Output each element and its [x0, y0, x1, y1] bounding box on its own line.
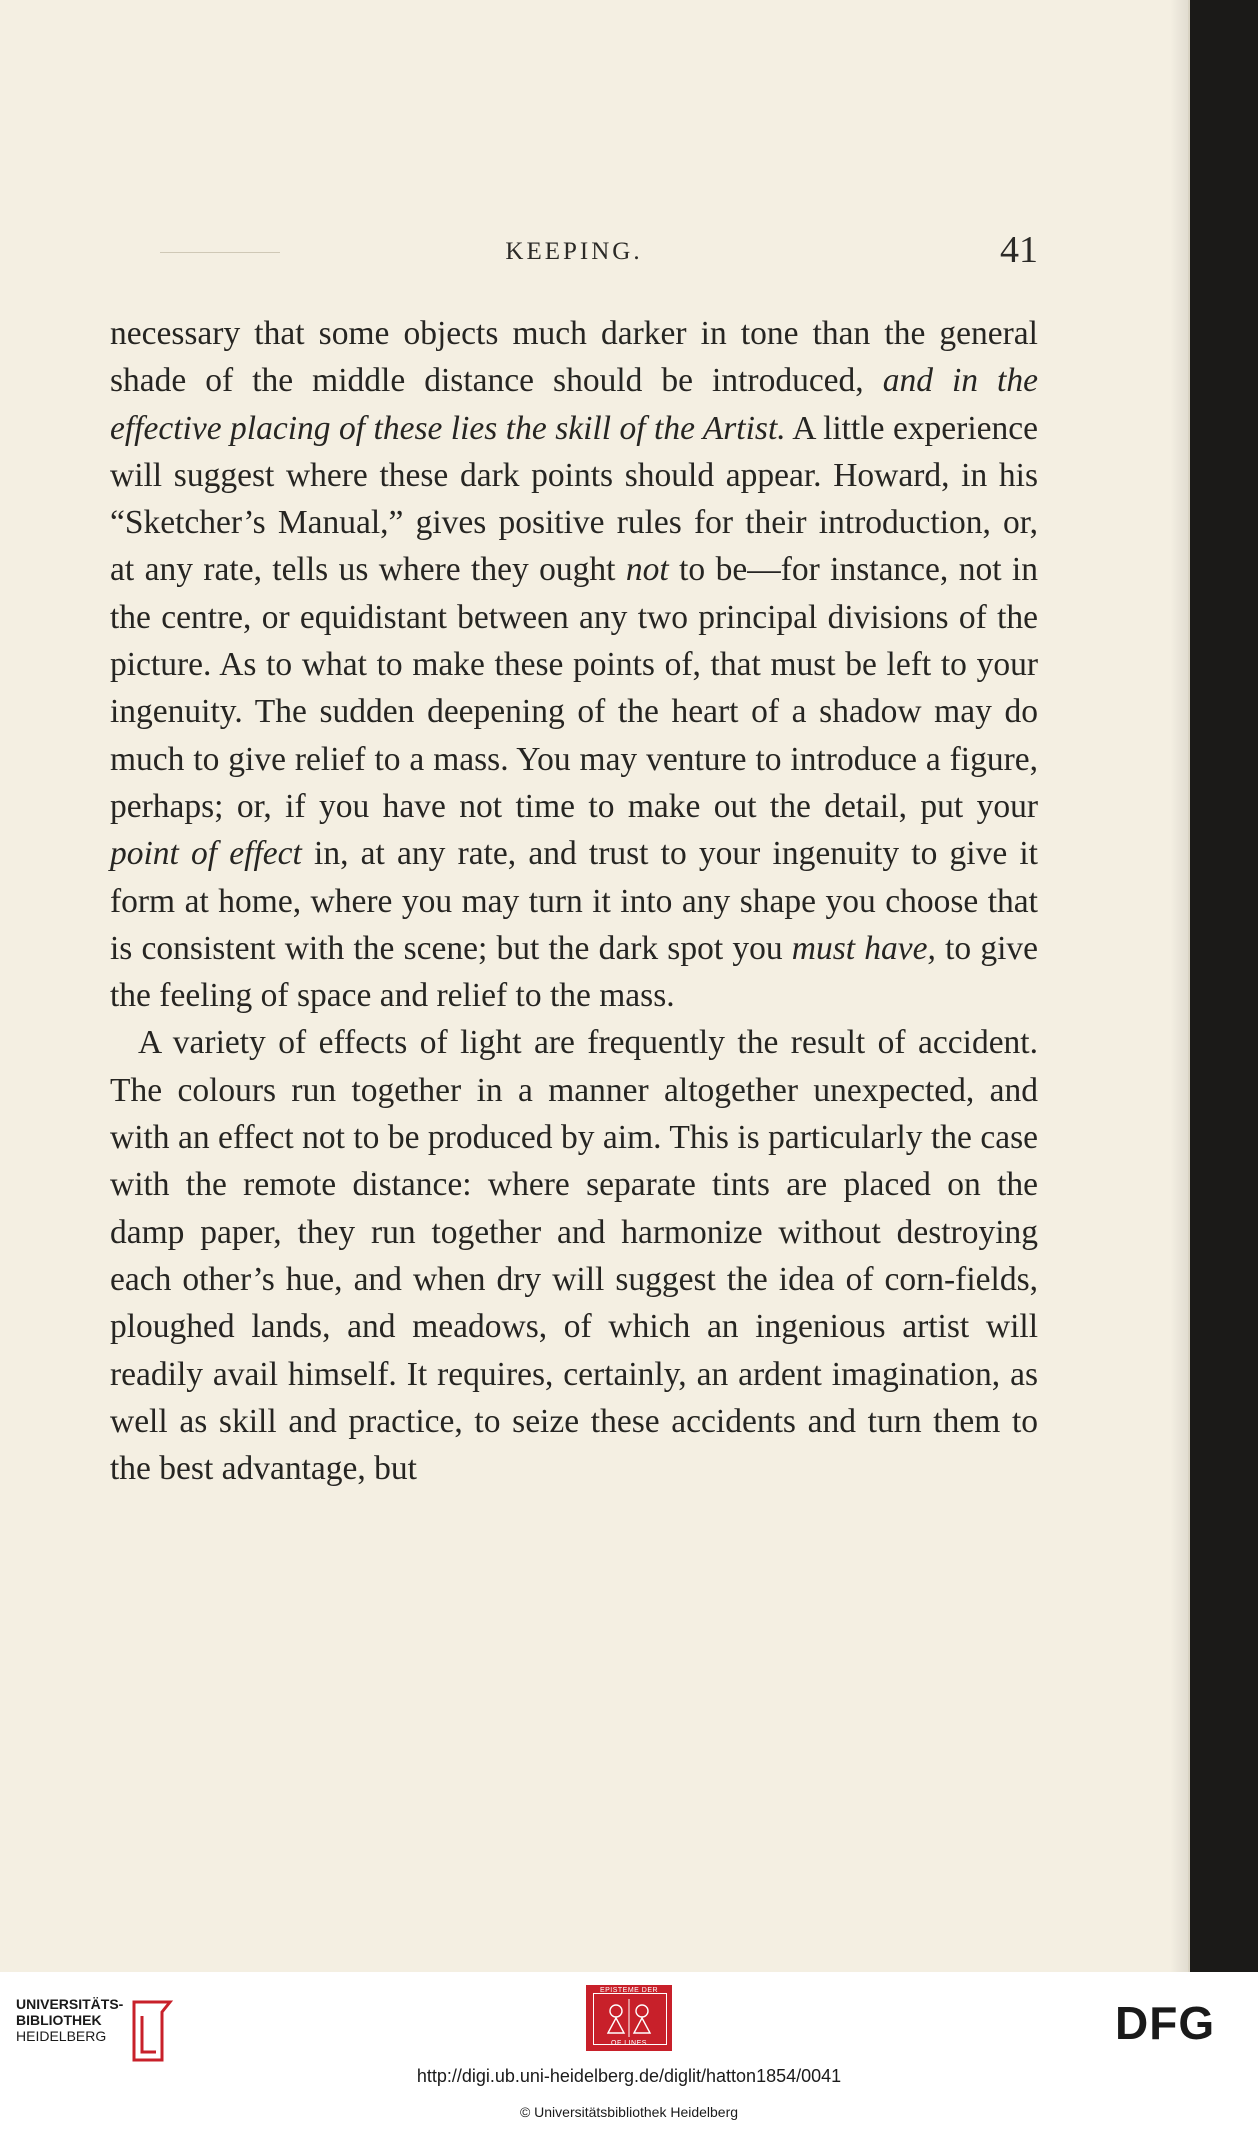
library-name-line: HEIDELBERG [16, 2028, 107, 2044]
paragraph-1 [110, 310, 1038, 1019]
copyright-notice: © Universitätsbibliothek Heidelberg [519, 2104, 739, 2120]
digital-collection-emblem[interactable] [586, 1985, 672, 2051]
italic-run: and in the effective placing of these lies the skill of the Artist. [110, 362, 1038, 447]
text-run: in, at any rate, and trust to your ingenuity to give it form at home, where you may turn it into any shape you choose that is consistent with the scene; but the dark spot you [110, 835, 1038, 967]
page-number: 41 [1000, 229, 1038, 271]
emblem-caption-bottom: OF LINES [611, 2040, 647, 2047]
text-run: to be—for instance, not in the centre, or equidistant between any two principal divisions of the picture. As to what to make these points of, that must be left to your ingenuity. The sudden deepening of the heart of a shadow may do much to give relief to a mass. You may venture to introduce a figure, perhaps; or, if you have not time to make out the detail, put your [110, 551, 1038, 825]
emblem-caption-top: EPISTEME DER [599, 1987, 659, 1994]
library-logo[interactable] [16, 1996, 176, 2066]
text-run: A little experience will suggest where these dark points should appear. Howard, in his “Sketcher’s Manual,” gives positive rules for their introduction, or, at any rate, tells us where they ought [110, 409, 1038, 589]
italic-run: must have, [791, 929, 936, 967]
italic-run: not [625, 551, 669, 589]
head-rule [160, 252, 280, 253]
paragraph-2: A variety of effects of light are frequently the result of accident. The colours run together in a manner altogether unexpected, and with an effect not to be produced by aim. This is particularly the case with the remote distance: where separate tints are placed on the damp paper, they run together and harmonize without destroying each other’s hue, and when dry will suggest the idea of corn-fields, ploughed lands, and meadows, of which an ingenious artist will readily avail himself. It requires, certainly, an ardent imagination, as well as skill and practice, to seize these accidents and turn them to the best advantage, but [110, 1024, 1038, 1488]
body-text [110, 310, 1038, 1492]
text-run: to give the feeling of space and relief to the mass. [110, 929, 1038, 1015]
dfg-logo[interactable]: DFG [1115, 1997, 1216, 2049]
library-mark-icon [126, 1996, 176, 2066]
library-name [16, 1996, 123, 2044]
library-name-line: BIBLIOTHEK [16, 2012, 102, 2028]
running-head [110, 222, 1038, 272]
library-name-line: UNIVERSITÄTS- [16, 1996, 124, 2012]
running-title: KEEPING. [505, 238, 643, 265]
permalink-url[interactable]: http://digi.ub.uni-heidelberg.de/diglit/hatton1854/0041 [416, 2066, 842, 2086]
text-run: necessary that some objects much darker in tone than the general shade of the middle distance should be introduced, [110, 315, 1038, 400]
italic-run: point of effect [110, 835, 302, 873]
